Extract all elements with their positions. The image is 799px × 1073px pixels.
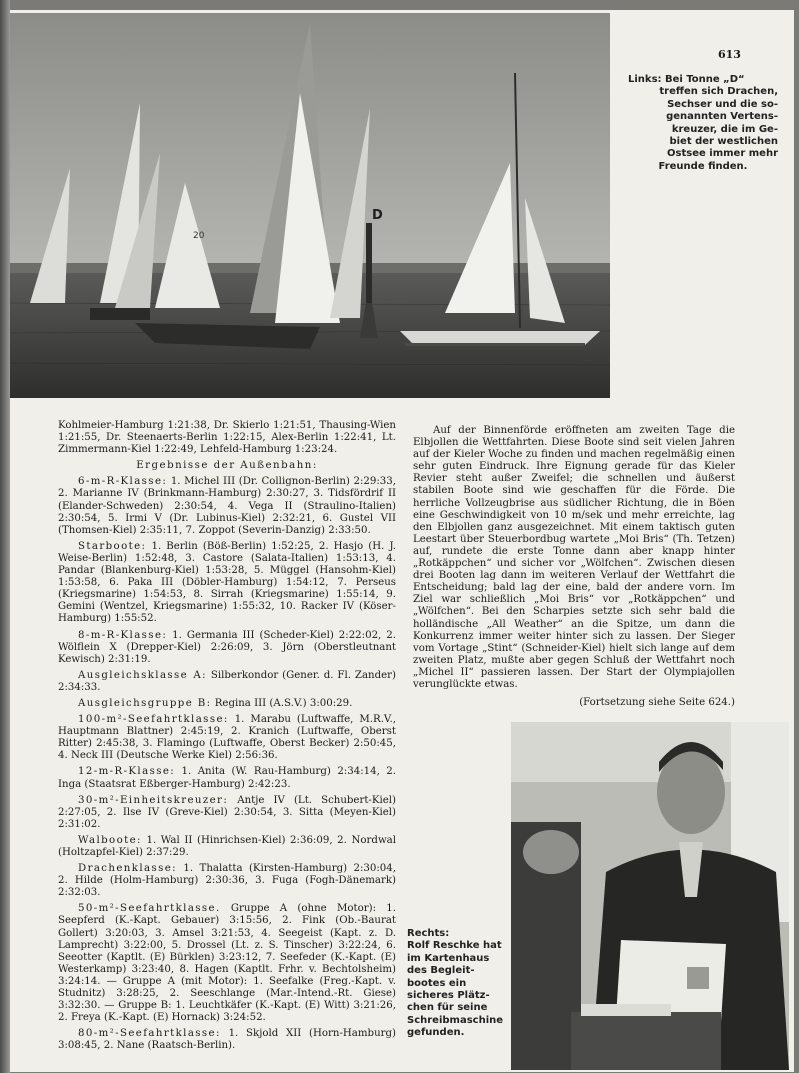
result-text: Gruppe A (ohne Motor): 1. Seepferd (K.-Kapt. Gebauer) 3:15:56, 2. Fink (Ob.-Baurat Gollert) 3:20:03, 3. Amsel 3:21:53, 4. Seegeist (Kapt. z. D. Lamprecht) 3:22:00, 5. Drossel (Lt. z. S. Tinscher) 3:22:24, 6. Seeotter (Kaptlt. (E) Bürklen) 3:23:12, 7. Seefeder (K.-Kapt. (E) Westerkamp) 3:23:40, 8. Hagen (Kaptlt. Frhr. v. Bechtolsheim) 3:24:14. — Gruppe A (mit Motor): 1. Seefalke (Freg.-Kapt. v. Studnitz) 3:28:25, 2. Seeschlange (Mar.-Intend.-Rt. Giese) 3:32:30. — Gruppe B: 1. Leuchtkäfer (K.-Kapt. (E) Witt) 3:21:26, 2. Freya (K.-Kapt. (E) Hornack) 3:24:52. [58, 903, 396, 1024]
sailing-photo [10, 13, 610, 398]
results-heading: Ergebnisse der Außenbahn: [136, 460, 318, 472]
caption-line: Freunde finden. [658, 160, 748, 172]
result-entry [58, 835, 396, 859]
result-text: 1. Berlin (Böß-Berlin) 1:52:25, 2. Hasjo (H. J. Weise-Berlin) 1:52:48, 3. Castore (Salata-Italien) 1:53:13, 4. Pandar (Blankenburg-Kiel) 1:53:28, 5. Müggel (Hansohm-Kiel) 1:53:58, 6. Paka III (Döbler-Hamburg) 1:54:12, 7. Perseus (Kriegsmarine) 1:54:53, 8. Sirrah (Kriegsmarine) 1:55:14, 9. Gemini (Wentzel, Kriegsmarine) 1:55:32, 10. Racker IV (Köser-Hamburg) 1:55:52. [58, 540, 396, 625]
class-name: Starboote: [78, 540, 147, 552]
buoy-letter: D [372, 208, 383, 223]
caption-line: bootes ein [407, 977, 467, 989]
result-text: 1. Michel III (Dr. Collignon-Berlin) 2:29:33, 2. Marianne IV (Brinkmann-Hamburg) 2:30:27, 3. Tidsfördrif II (Elander-Schweden) 2:30:54, 4. Vega II (Straulino-Italien) 2:30:54, 5. Irmi V (Dr. Lubinus-Kiel) 2:32:21, 6. Gustel VII (Thomsen-Kiel) 2:35:11, 7. Zoppot (Severin-Danzig) 2:33:50. [58, 476, 396, 536]
result-text: 1. Germania III (Scheder-Kiel) 2:22:02, 2. Wölflein X (Drepper-Kiel) 2:26:09, 3. Jörn (Oberstleutnant Kewisch) 2:31:19. [58, 629, 396, 665]
page-edge [0, 0, 10, 1073]
caption-line: treffen sich Drachen, [659, 86, 778, 98]
result-entry [58, 863, 396, 899]
result-text: 1. Anita (W. Rau-Hamburg) 2:34:14, 2. Inga (Staatsrat Eßberger-Hamburg) 2:42:23. [58, 766, 396, 790]
class-name: 30-m²-Einheitskreuzer: [78, 794, 229, 806]
caption-line: Rolf Reschke hat [407, 940, 502, 952]
caption-line: gefunden. [407, 1027, 465, 1039]
result-entry [58, 541, 396, 626]
result-text: 1. Skjold XII (Horn-Hamburg) 3:08:45, 2. Nane (Raatsch-Berlin). [58, 1028, 396, 1052]
result-entry [58, 670, 396, 694]
result-entry [58, 630, 396, 666]
caption-line: Schreibmaschine [407, 1014, 504, 1026]
intro-results: Kohlmeier-Hamburg 1:21:38, Dr. Skierlo 1:21:51, Thausing-Wien 1:21:55, Dr. Steenaerts-Berlin 1:22:15, Alex-Berlin 1:22:41, Lt. Zimmermann-Kiel 1:22:49, Lehfeld-Hamburg 1:23:24. [58, 420, 396, 456]
caption-line: Links: Bei Tonne „D“ [628, 74, 745, 85]
top-photo-caption [628, 74, 778, 173]
caption-line: sicheres Plätz- [407, 990, 490, 1002]
result-text: Silberkondor (Gener. d. Fl. Zander) 2:34:33. [58, 669, 396, 693]
article-paragraph: Auf der Binnenförde eröffneten am zweiten Tage die Elbjollen die Wettfahrten. Diese Boote sind seit vielen Jahren auf der Kieler Woche zu finden und machen regelmäßig einen sehr guten Eindruck. Ihre Eignung gerade für das Kieler Revier steht außer Zweifel; die schnellen und äußerst stabilen Boote sind wie geschaffen für die Förde. Die herrliche Vollzeugbrise aus südlicher Richtung, die in Böen eine Geschwindigkeit von 10 m/sek und mehr erreichte, lag den Elbjollen ganz ausgezeichnet. Mit einem taktisch guten Leestart über Steuerbordbug wartete „Moi Bris“ (Th. Tetzen) auf, rundete die erste Tonne dann aber knapp hinter „Rotkäppchen“ und sicher vor „Wölfchen“. Zwischen diesen drei Booten lag dann im weiteren Verlauf der Wettfahrt die Entscheidung; bald lag der eine, bald der andere vorn. Im Ziel war schließlich „Moi Bris“ vor „Rotkäppchen“ und „Wölfchen“. Bei den Scharpies setzte sich sehr bald die holländische „All Weather“ an die Spitze, um dann die Konkurrenz immer weiter hinter sich zu lassen. Der Sieger vom Vortage „Stint“ (Schneider-Kiel) hielt sich lange auf dem zweiten Platz, mußte aber gegen Schluß der Wettfahrt noch „Michel II“ passieren lassen. Der Start der Olympiajollen verunglückte etwas. [413, 425, 735, 690]
result-entry [58, 714, 396, 762]
caption-line: Sechser und die so- [667, 98, 778, 110]
result-entry [58, 795, 396, 831]
page-number: 613 [718, 48, 741, 61]
class-name: 6-m-R-Klasse: [78, 476, 168, 488]
caption-line: im Kartenhaus [407, 952, 490, 964]
caption-line: biet der westlichen [669, 136, 778, 148]
continued-note: (Fortsetzung siehe Seite 624.) [579, 697, 735, 709]
result-entry [58, 766, 396, 790]
article-column [413, 425, 735, 713]
class-name: 80-m²-Seefahrtklasse: [78, 1028, 221, 1040]
reporter-photo [511, 722, 789, 1070]
caption-line: kreuzer, die im Ge- [671, 123, 778, 135]
class-name: Ausgleichsklasse A: [78, 669, 207, 681]
result-entry [58, 476, 396, 536]
caption-line: des Begleit- [407, 965, 475, 977]
result-text: 1. Thalatta (Kirsten-Hamburg) 2:30:04, 2. Hilde (Holm-Hamburg) 2:30:36, 3. Fuga (Fogh-Dänemark) 2:32:03. [58, 863, 396, 899]
magazine-page [10, 10, 794, 1072]
caption-line: Ostsee immer mehr [667, 148, 778, 160]
caption-line: genannten Vertens- [666, 111, 778, 123]
class-name: 50-m²-Seefahrtklasse. [78, 903, 221, 915]
class-name: Ausgleichsgruppe B: [78, 697, 212, 709]
class-name: 12-m-R-Klasse: [78, 766, 176, 778]
bottom-photo-caption [407, 928, 507, 1040]
result-text: 1. Marabu (Luftwaffe, M.R.V., Hauptmann Blattner) 2:45:19, 2. Kranich (Luftwaffe, Oberst Ritter) 2:45:38, 3. Flamingo (Luftwaffe, Oberst Becker) 2:50:45, 4. Neck III (Deutsche Werke Kiel) 2:56:36. [58, 714, 396, 762]
class-name: 8-m-R-Klasse: [78, 629, 168, 641]
caption-line: Rechts: [407, 928, 450, 939]
class-name: 100-m²-Seefahrtklasse: [78, 714, 229, 726]
caption-line: chen für seine [407, 1002, 488, 1014]
result-entry [58, 1028, 396, 1052]
class-name: Drachenklasse: [78, 863, 177, 875]
result-entry [58, 698, 396, 710]
result-text: Antje IV (Lt. Schubert-Kiel) 2:27:05, 2. Ilse IV (Greve-Kiel) 2:30:54, 3. Sitta (Meyen-Kiel) 2:31:02. [58, 794, 396, 830]
result-text: 1. Wal II (Hinrichsen-Kiel) 2:36:09, 2. Nordwal (Holtzapfel-Kiel) 2:37:29. [58, 834, 396, 858]
result-entry [58, 903, 396, 1024]
result-text: Regina III (A.S.V.) 3:00:29. [211, 697, 353, 709]
sail-number: 20 [193, 231, 205, 241]
class-name: Walboote: [78, 834, 142, 846]
results-column [58, 420, 396, 1057]
